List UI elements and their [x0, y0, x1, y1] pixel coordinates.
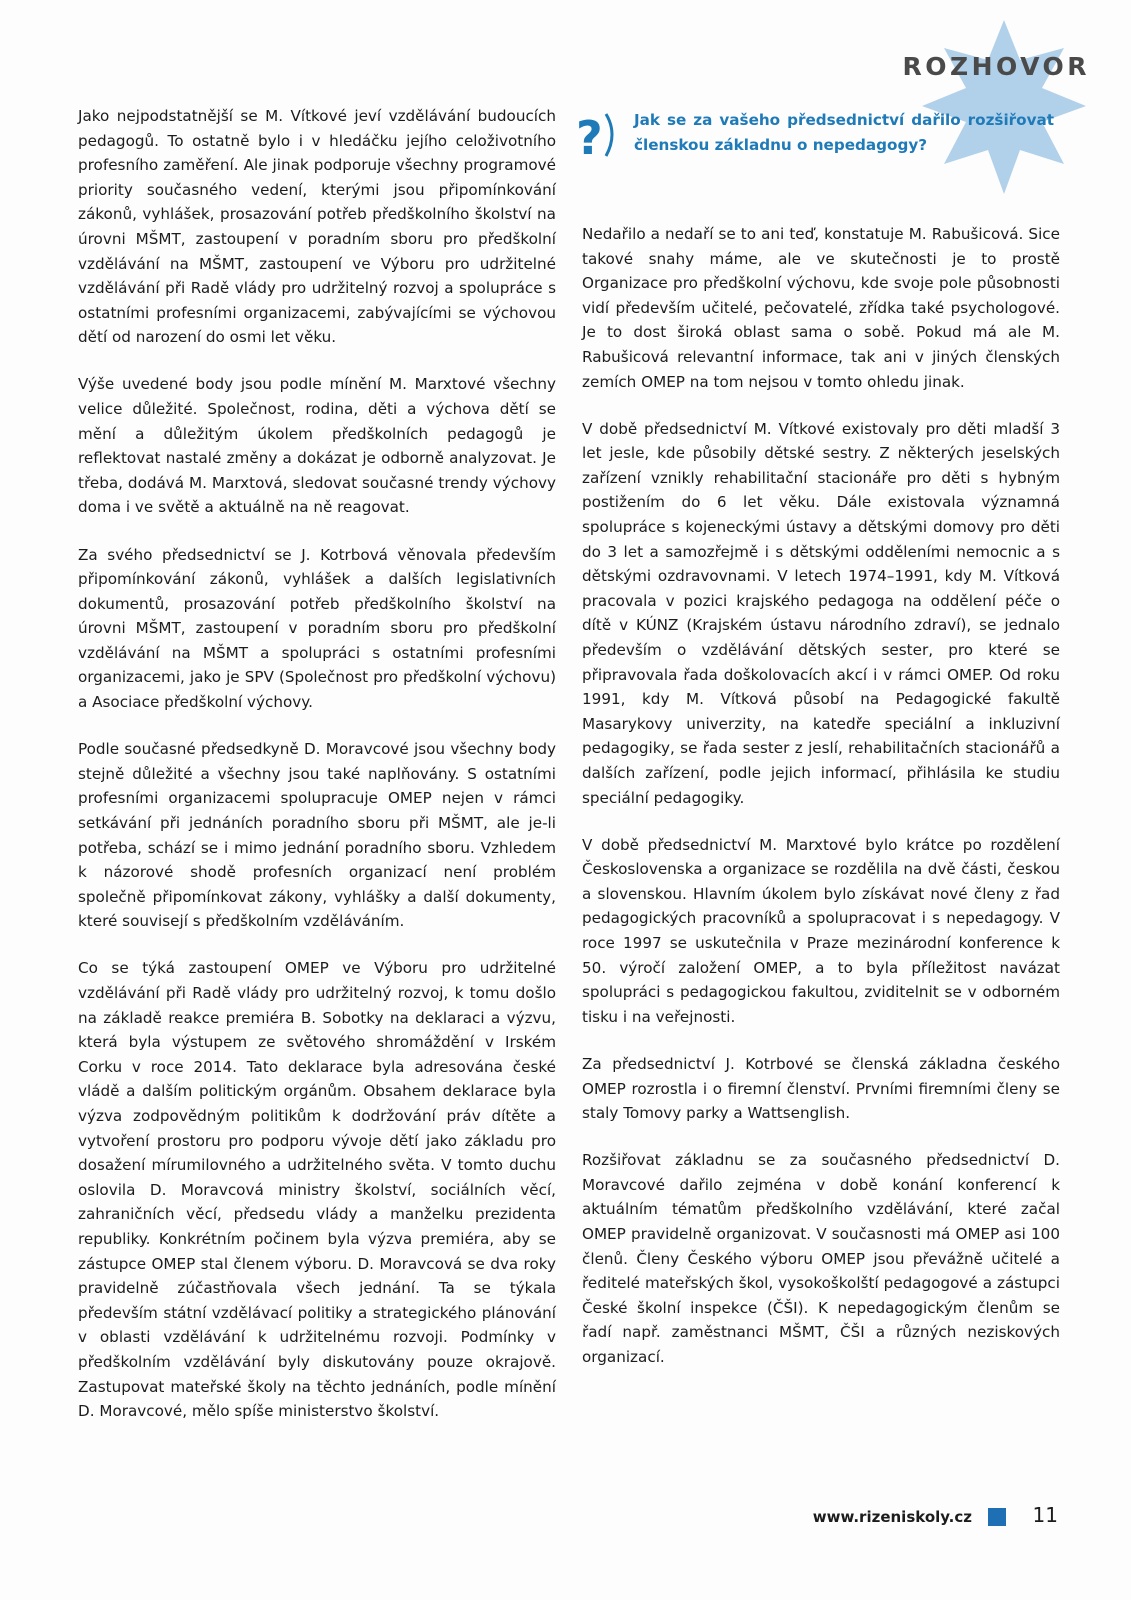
svg-text:?: ?: [576, 111, 603, 165]
paragraph: V době předsednictví M. Marxtové bylo krátce po rozdělení Československa a organizace se rozdělila na dvě části, českou a slovenskou. Hlavním úkolem bylo získávat nové členy z řad pedagogických pracovníků a spolupracovat i s nepedagogy. V roce 1997 se uskutečnila v Praze mezinárodní konference k 50. výročí založení OMEP, a to byla příležitost navázat spolupráci s pedagogickou fakultou, zviditelnit se v odborném tisku i na veřejnosti.: [582, 835, 1060, 1026]
interview-question: [576, 108, 1060, 212]
square-icon: [988, 1508, 1006, 1526]
page-number: 11: [1032, 1503, 1058, 1527]
paragraph: Za předsednictví J. Kotrbové se členská základna českého OMEP rozrostla i o firemní členství. Prvními firemními členy se staly Tomovy parky a Wattsenglish.: [582, 1054, 1060, 1123]
left-column: [78, 104, 556, 1446]
page-footer: [780, 1502, 1080, 1532]
paragraph: V době předsednictví M. Vítkové existovaly pro děti mladší 3 let jesle, kde působily dětské sestry. Z některých jeselských zařízení vznikly rehabilitační stacionáře pro děti s hybným postižením do 6 let věku. Dále existovala významná spolupráce s kojeneckými ústavy a dětskými domovy pro děti do 3 let a samozřejmě i s dětskými odděleními nemocnic a s dětskými ozdravovnami. V letech 1974–1991, kdy M. Vítková pracovala v pozici krajského pedagoga na oddělení péče o dítě v KÚNZ (Krajském ústavu národního zdraví), se jednalo především o vzdělávání dětských sester, pro které se připravovala řada doškolovacích akcí i v rámci OMEP. Od roku 1991, kdy M. Vítková působí na Pedagogické fakultě Masarykovy univerzity, na katedře speciální a inkluzivní pedagogiky, se řada sester z jeslí, rehabilitačních stacionářů a dalších zařízení, podle jejich informací, přihlásila ke studiu speciální pedagogiky.: [582, 419, 1060, 807]
paragraph: Za svého předsednictví se J. Kotrbová věnovala především připomínkování zákonů, vyhlášek a dalších legislativních dokumentů, prosazování potřeb předškolního školství na úrovni MŠMT, zastoupení v poradním sboru pro předškolní vzdělávání na MŠMT a spolupráci s ostatními profesními organizacemi, jako je SPV (Společnost pro předškolní výchovu) a Asociace předškolní výchovy.: [78, 545, 556, 712]
answer: [582, 222, 1060, 1370]
paragraph: Jako nejpodstatnější se M. Vítkové jeví vzdělávání budoucích pedagogů. To ostatně bylo i v hledáčku jejího celoživotního profesního zaměření. Ale jinak podporuje všechny programové priority současného vedení, kterými jsou připomínkování zákonů, vyhlášek, prosazování potřeb předškolního školství na úrovni MŠMT, zastoupení v poradním sboru pro předškolní vzdělávání na MŠMT, zastoupení ve Výboru pro udržitelné vzdělávání při Radě vlády pro udržitelný rozvoj a spolupráce s ostatními profesními organizacemi, zabývajícími se výchovou dětí od narození do osmi let věku.: [78, 107, 556, 347]
paragraph: Co se týká zastoupení OMEP ve Výboru pro udržitelné vzdělávání při Radě vlády pro udržitelný rozvoj, k tomu došlo na základě reakce premiéra B. Sobotky na deklaraci a výzvu, která byla výstupem ze světového shromáždění v Irském Corku v roce 2014. Tato deklarace byla adresována české vládě a dalším politickým orgánům. Obsahem deklarace byla výzva zodpovědným politikům k dodržování práv dítěte a vytvoření prostoru pro podporu vývoje dětí jako základu pro dosažení mírumilovného a udržitelného světa. V tomto duchu oslovila D. Moravcová ministry školství, sociálních věcí, zahraničních věcí, předsedu vlády a manželku prezidenta republiky. Konkrétním počinem byla výzva premiéra, aby se zástupce OMEP stal členem výboru. D. Moravcová se dva roky pravidelně zúčastňovala všech jednání. Ta se týkala především státní vzdělávací politiky a strategického plánování v oblasti vzdělávání k udržitelnému rozvoji. Podmínky v předškolním vzdělávání byly diskutovány pouze okrajově. Zastupovat mateřské školy na těchto jednáních, podle mínění D. Moravcové, mělo spíše ministerstvo školství.: [78, 959, 556, 1421]
paragraph: Rozšiřovat základnu se za současného předsednictví D. Moravcové dařilo zejména v době konání konferencí k aktuálním tématům předškolního vzdělávání, které začal OMEP pravidelně organizovat. V současnosti má OMEP asi 100 členů. Členy Českého výboru OMEP jsou převážně učitelé a ředitelé mateřských škol, vysokoškolští pedagogové a zástupci České školní inspekce (ČŠI). K nepedagogickým členům se řadí např. zaměstnanci MŠMT, ČŠI a různých neziskových organizací.: [582, 1151, 1060, 1366]
question-mark-icon: [576, 110, 620, 166]
section-label: ROZHOVOR: [902, 52, 1090, 81]
paragraph: Výše uvedené body jsou podle mínění M. Marxtové všechny velice důležité. Společnost, rodina, děti a výchova dětí se mění a důležitým úkolem předškolních pedagogů je reflektovat nastalé změny a dokázat je odborně analyzovat. Je třeba, dodává M. Marxtová, sledovat současné trendy výchovy doma i ve světě a aktuálně na ně reagovat.: [78, 375, 556, 517]
paragraph: Nedařilo a nedaří se to ani teď, konstatuje M. Rabušicová. Sice takové snahy máme, ale ve skutečnosti je to prostě Organizace pro předškolní výchovu, kde svoje pole působnosti vidí především učitelé, pečovatelé, zřídka také psychologové. Je to dost široká oblast sama o sobě. Pokud má ale M. Rabušicová relevantní informace, tak ani v jiných členských zemích OMEP na tom nejsou v tomto ohledu jinak.: [582, 225, 1060, 391]
paragraph: Podle současné předsedkyně D. Moravcové jsou všechny body stejně důležité a všechny jsou také naplňovány. S ostatními profesními organizacemi spolupracuje OMEP nejen v rámci setkávání při jednáních poradního sboru při MŠMT, ale je-li potřeba, schází se i mimo jednání poradního sboru. Vzhledem k názorové shodě profesních organizací není problém společně připomínkovat zákony, vyhlášky a další dokumenty, které souvisejí s předškolním vzděláváním.: [78, 740, 556, 931]
right-column: [576, 108, 1060, 1392]
question-text: Jak se za vašeho předsednictví dařilo rozšiřovat členskou základnu o nepedagogy?: [634, 111, 1054, 154]
footer-url[interactable]: www.rizeniskoly.cz: [812, 1508, 972, 1526]
